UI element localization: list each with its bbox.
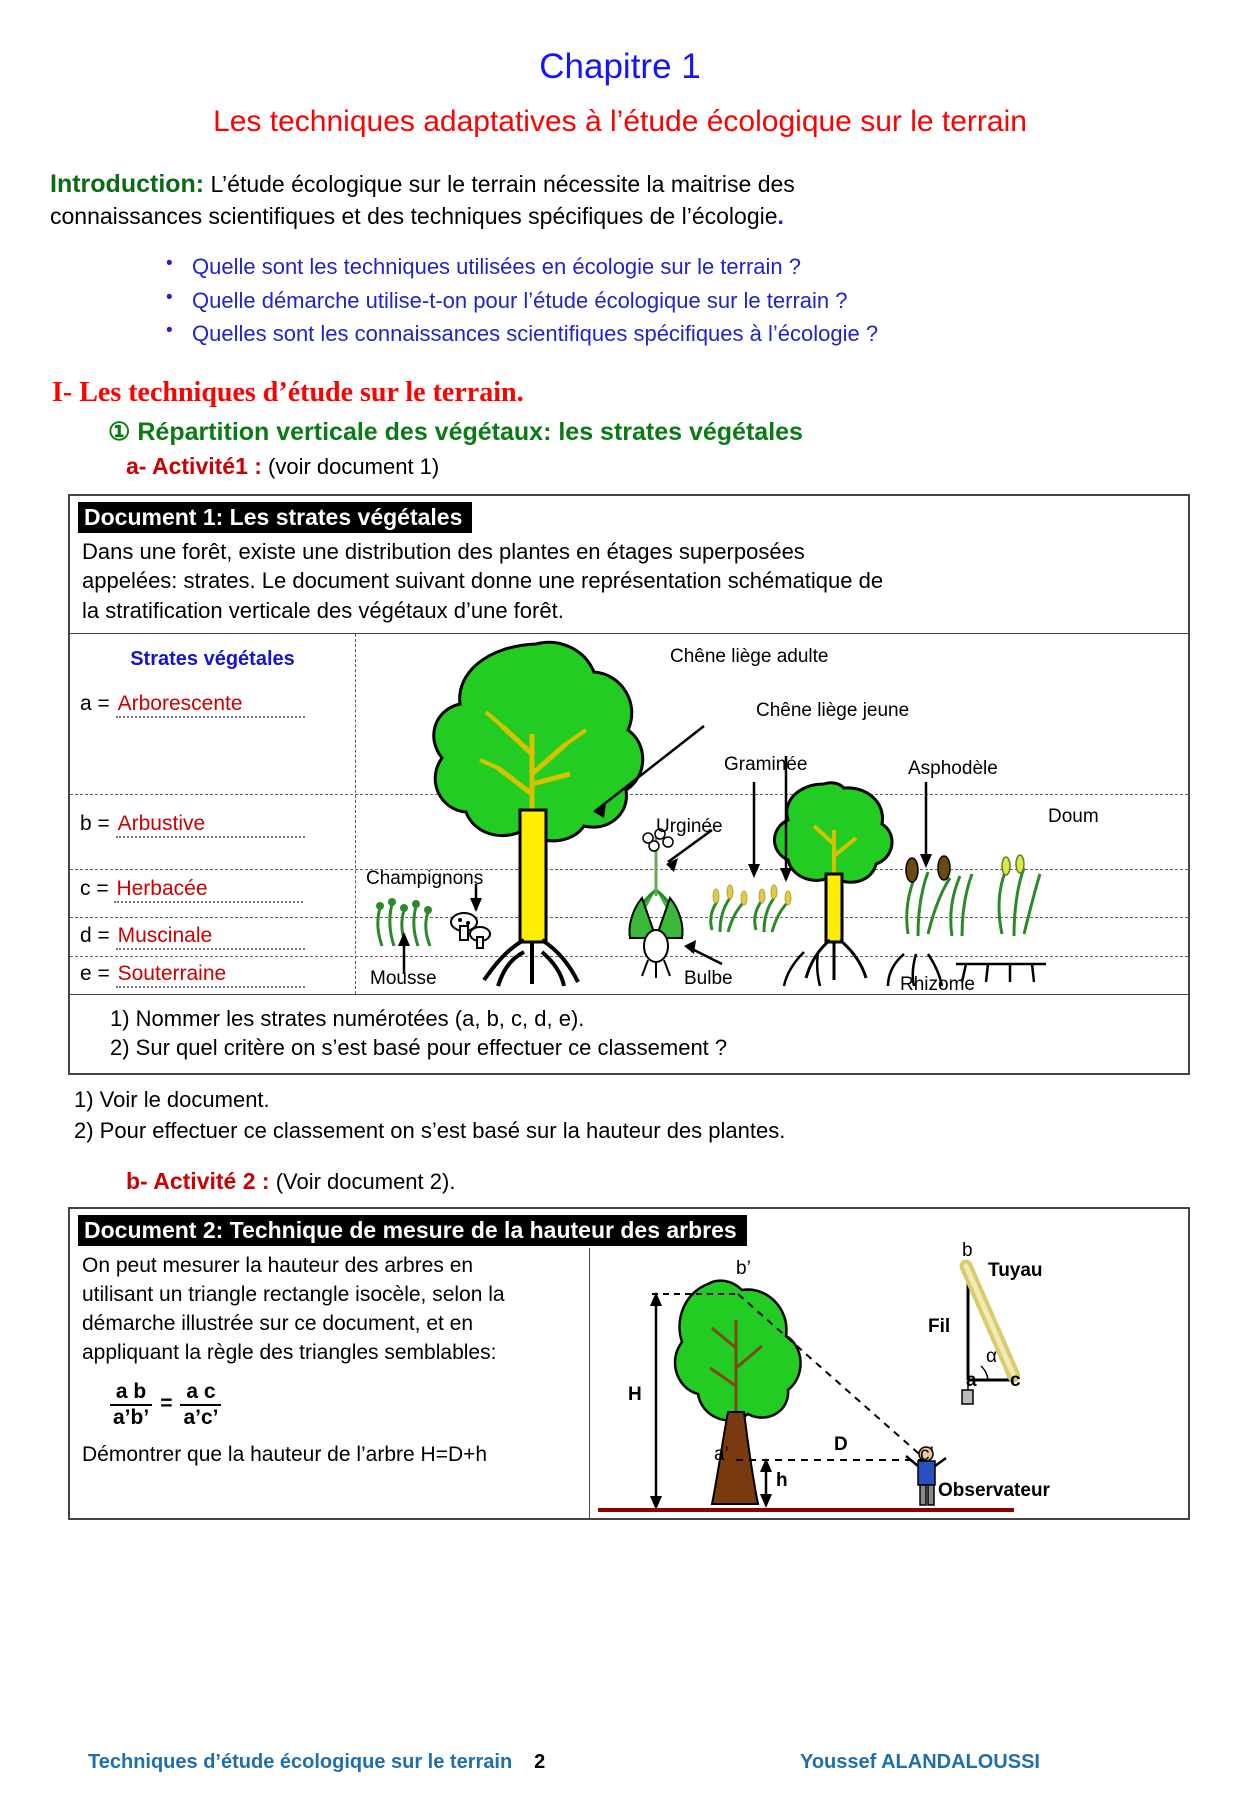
strata-labels-column [70,634,356,994]
document-1-questions [70,995,1188,1073]
label-observateur: Observateur [938,1480,1050,1502]
page-title: Les techniques adaptatives à l’étude écologique sur le terrain [213,104,1027,138]
document-2-box [68,1207,1190,1520]
label-a-small: a [966,1370,977,1392]
label-mousse: Mousse [370,967,437,989]
introduction-questions-list [0,250,1240,350]
strata-row-a [80,692,348,718]
document-2-conclusion: Démontrer que la hauteur de l’arbre H=D+h [82,1443,488,1467]
list-item [160,317,1240,350]
fraction-left-numerator: a b [110,1380,152,1406]
document-2-line-1: On peut mesurer la hauteur des arbres en [82,1254,474,1278]
activity-1-label: a- Activité1 : [126,452,262,479]
section-heading-2: ① Répartition verticale des végétaux: les strates végétales [108,417,803,446]
strata-column-title: Strates végétales [130,647,295,670]
question-text: Quelles sont les connaissances scientifiques spécifiques à l’écologie ? [192,321,879,347]
list-item [160,250,1240,283]
strata-key: d = [80,923,110,947]
activity-1-heading [126,453,1240,480]
label-c-prime: c’ [920,1444,934,1466]
document-1-question-2: 2) Sur quel critère on s’est basé pour effectuer ce classement ? [110,1035,728,1061]
document-1-box [68,494,1190,1076]
footer-author: Youssef ALANDALOUSSI [799,1751,1040,1773]
introduction-final-dot: . [777,203,784,230]
label-graminee: Graminée [724,753,808,775]
footer-page-number: 2 [534,1751,546,1773]
strata-value: Souterraine [116,962,305,988]
document-2-line-3: démarche illustrée sur ce document, et en [82,1312,474,1336]
strata-key: a = [80,691,110,715]
section-heading-1: I- Les techniques d’étude sur le terrain. [52,376,524,408]
label-fil: Fil [928,1316,951,1338]
label-tuyau: Tuyau [988,1260,1043,1282]
activity-2-heading [126,1168,1240,1195]
strata-row-d [80,924,348,950]
similar-triangles-formula [110,1380,579,1429]
footer-left-text: Techniques d’étude écologique sur le terrain [88,1751,513,1773]
strata-value: Arborescente [116,692,305,718]
answers-block [74,1085,1240,1146]
bullet-icon: • [166,320,173,342]
document-1-header: Document 1: Les strates végétales [78,502,472,533]
equals-sign: = [160,1392,173,1416]
label-rhizome: Rhizome [900,973,975,994]
answer-2: 2) Pour effectuer ce classement on s’est basé sur la hauteur des plantes. [74,1117,786,1143]
label-champignons: Champignons [366,867,484,889]
label-chene-jeune: Chêne liège jeune [756,699,910,721]
fraction-right-denominator: a’c’ [183,1405,219,1429]
label-b-prime: b’ [736,1258,751,1280]
document-1-intro-line-2: appelées: strates. Le document suivant donne une représentation schématique de [82,568,884,594]
document-1-question-1: 1) Nommer les strates numérotées (a, b, c, d, e). [110,1005,585,1031]
document-1-intro [70,535,1188,633]
label-doum: Doum [1048,805,1099,827]
introduction-line-1: L’étude écologique sur le terrain nécessite la maitrise des [210,170,795,197]
document-2-text [70,1248,590,1518]
label-urginee: Urginée [656,815,723,837]
label-H: H [628,1384,642,1406]
list-item [160,284,1240,317]
fraction-right-numerator: a c [180,1380,221,1406]
strata-value: Herbacée [114,877,303,903]
introduction-label: Introduction: [50,169,205,198]
document-1-intro-line-1: Dans une forêt, existe une distribution des plantes en étages superposées [82,539,805,565]
label-chene-adulte: Chêne liège adulte [670,645,829,667]
forest-strata-drawing [356,634,1046,994]
strata-key: c = [80,876,109,900]
page-footer [0,1751,1240,1774]
strata-row-e [80,962,348,988]
strata-figure [70,634,1188,994]
document-2-line-4: appliquant la règle des triangles semblables: [82,1341,497,1365]
label-a-prime: a’ [714,1444,729,1466]
activity-2-text: (Voir document 2). [275,1168,456,1194]
strata-key: b = [80,811,110,835]
document-2-line-2: utilisant un triangle rectangle isocèle, selon la [82,1283,505,1307]
label-D: D [834,1434,848,1456]
strata-row-b [80,812,348,838]
strata-row-c [80,877,348,903]
label-h: h [776,1470,788,1492]
chapter-title: Chapitre 1 [539,47,701,86]
label-b-top: b [962,1240,973,1262]
document-1-intro-line-3: la stratification verticale des végétaux d’une forêt. [82,597,564,623]
question-text: Quelle sont les techniques utilisées en écologie sur le terrain ? [192,254,802,280]
document-page [0,48,1240,1802]
document-2-diagram [590,1240,1188,1518]
label-bulbe: Bulbe [684,967,733,989]
introduction-paragraph [50,168,1190,233]
document-2-header: Document 2: Technique de mesure de la hauteur des arbres [78,1215,747,1246]
introduction-line-2: connaissances scientifiques et des techniques spécifiques de l’écologie [50,203,778,230]
bullet-icon: • [166,253,173,275]
fraction-right [180,1380,221,1429]
question-text: Quelle démarche utilise-t-on pour l’étude écologique sur le terrain ? [192,287,848,313]
activity-2-label: b- Activité 2 : [126,1167,270,1194]
activity-1-text: (voir document 1) [268,453,440,479]
answer-1: 1) Voir le document. [74,1087,270,1113]
fraction-left-denominator: a’b’ [113,1405,150,1429]
strata-key: e = [80,961,110,985]
label-asphodele: Asphodèle [908,757,998,779]
document-2-body [70,1240,1188,1518]
label-alpha: α [986,1346,997,1368]
strata-value: Arbustive [116,812,305,838]
strata-value: Muscinale [116,924,305,950]
fraction-left [110,1380,152,1429]
bullet-icon: • [166,286,173,308]
label-c-small: c [1010,1370,1021,1392]
